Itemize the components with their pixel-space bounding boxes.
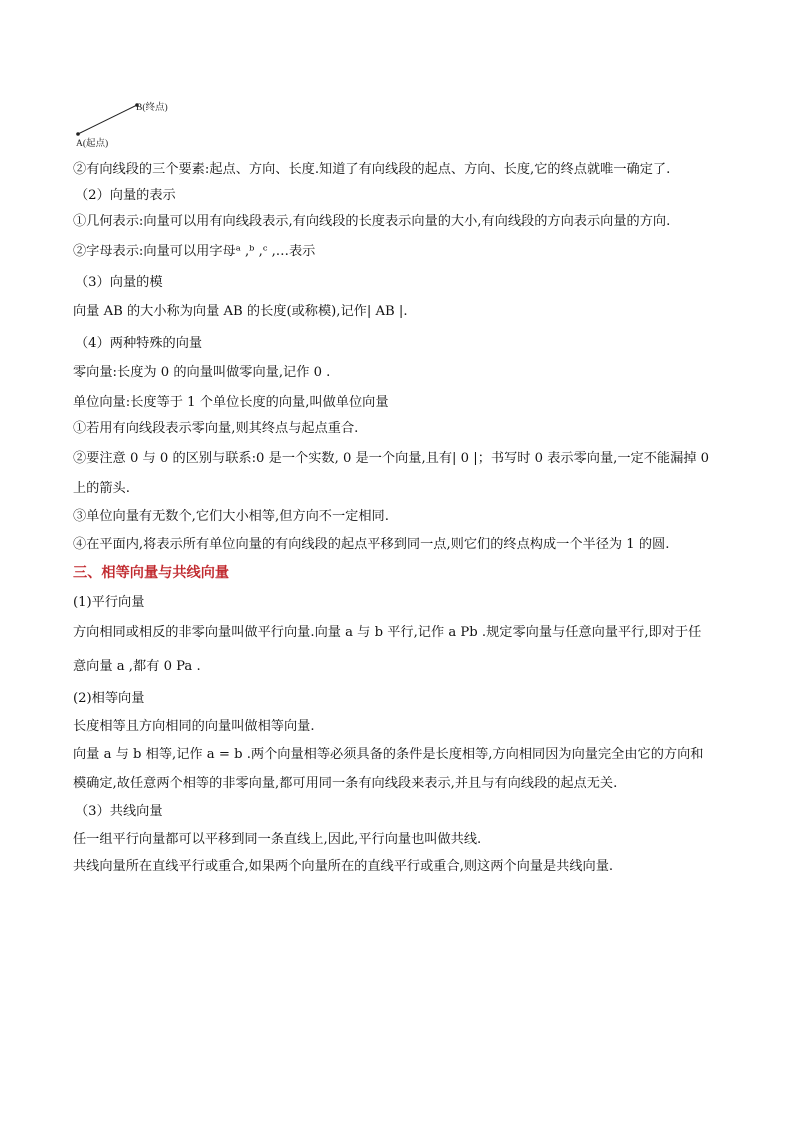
text-line-17: 方向相同或相反的非零向量叫做平行向量.向量 a 与 b 平行,记作 a Pb .规定零向量与任意向量平行,即对于任	[73, 625, 702, 640]
text-line-3: ①几何表示:向量可以用有向线段表示,有向线段的长度表示向量的大小,有向线段的方向表示向量的方向.	[73, 214, 671, 229]
text-line-9: 单位向量:长度等于 1 个单位长度的向量,叫做单位向量	[73, 395, 389, 410]
end-point-label: B(终点)	[136, 103, 168, 113]
directed-segment-diagram	[60, 92, 190, 154]
text-line-6: 向量 AB 的大小称为向量 AB 的长度(或称模),记作| AB |.	[73, 304, 408, 319]
subheading-equal: (2)相等向量	[73, 691, 145, 706]
text-line-20: 长度相等且方向相同的向量叫做相等向量.	[73, 719, 315, 734]
subheading-representation: （2）向量的表示	[75, 188, 176, 203]
text-line-11: ②要注意 0 与 0 的区别与联系:0 是一个实数, 0 是一个向量,且有| 0 |；书写时 0 表示零向量,一定不能漏掉 0	[73, 451, 710, 466]
text-line-14: ④在平面内,将表示所有单位向量的有向线段的起点平移到同一点,则它们的终点构成一个半径为 1 的圆.	[73, 537, 670, 552]
section-heading-3: 三、相等向量与共线向量	[73, 565, 230, 581]
start-point-label: A(起点)	[76, 139, 109, 149]
subheading-parallel: (1)平行向量	[73, 595, 145, 610]
point-a	[76, 132, 80, 136]
text-line-13: ③单位向量有无数个,它们大小相等,但方向不一定相同.	[73, 509, 389, 524]
subheading-special-vectors: （4）两种特殊的向量	[75, 336, 203, 351]
subheading-magnitude: （3）向量的模	[75, 275, 163, 290]
text-line-10: ①若用有向线段表示零向量,则其终点与起点重合.	[73, 421, 359, 436]
text-line-1: ②有向线段的三个要素:起点、方向、长度.知道了有向线段的起点、方向、长度,它的终点就唯一确定了.	[73, 162, 671, 177]
text-line-24: 任一组平行向量都可以平移到同一条直线上,因此,平行向量也叫做共线.	[73, 832, 482, 847]
text-line-12: 上的箭头.	[73, 481, 130, 496]
text-line-22: 模确定,故任意两个相等的非零向量,都可用同一条有向线段来表示,并且与有向线段的起点无关.	[73, 776, 618, 791]
text-line-21: 向量 a 与 b 相等,记作 a = b .两个向量相等必须具备的条件是长度相等,方向相同因为向量完全由它的方向和	[73, 747, 704, 762]
text-line-18: 意向量 a ,都有 0 Pa .	[73, 659, 201, 674]
segment-ab	[78, 105, 137, 134]
subheading-collinear: （3）共线向量	[75, 804, 163, 819]
text-line-8: 零向量:长度为 0 的向量叫做零向量,记作 0 .	[73, 365, 331, 380]
text-line-25: 共线向量所在直线平行或重合,如果两个向量所在的直线平行或重合,则这两个向量是共线向量.	[73, 859, 614, 874]
text-line-4: ②字母表示:向量可以用字母ᵃ ,ᵇ ,ᶜ ,…表示	[73, 244, 316, 259]
